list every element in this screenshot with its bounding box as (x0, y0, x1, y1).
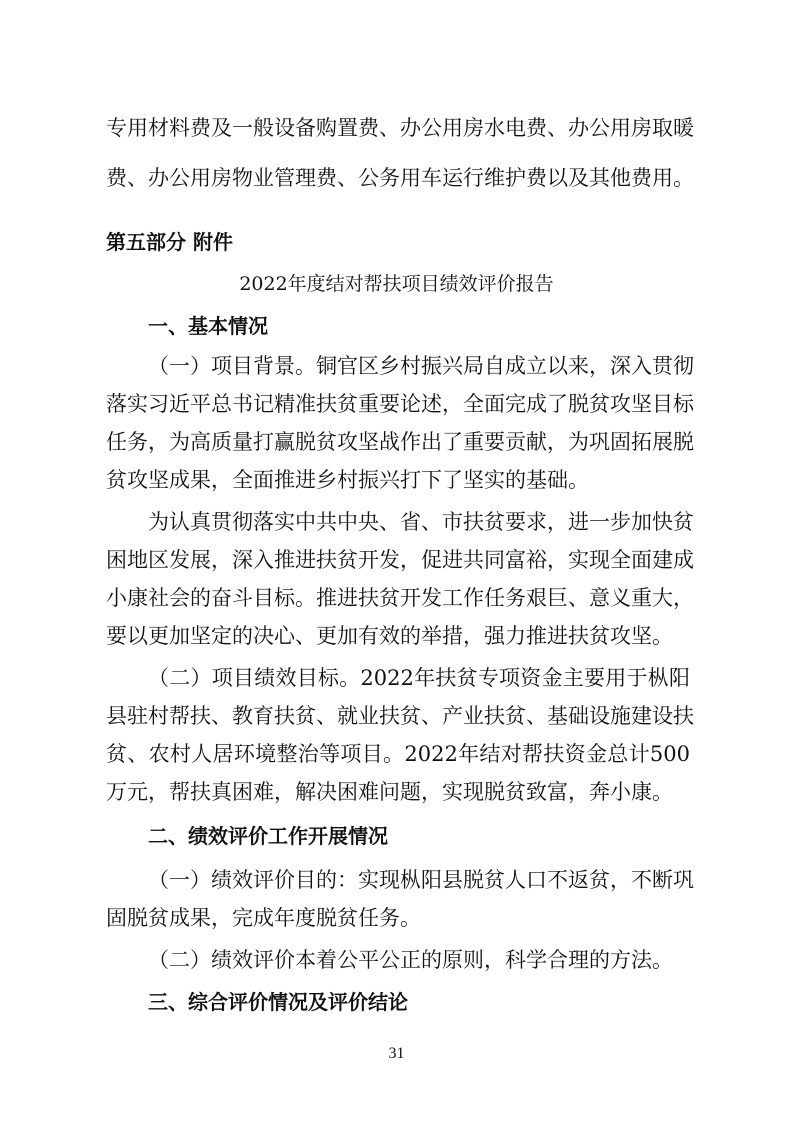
section-2-heading: 二、绩效评价工作开展情况 (148, 824, 388, 848)
report-title: 2022年度结对帮扶项目绩效评价报告 (239, 273, 554, 295)
section-2-p2: （二）绩效评价本着公平公正的原则，科学合理的方法。 (148, 948, 673, 972)
section-1-p1-line-3: 任务，为高质量打赢脱贫攻坚战作出了重要贡献，为巩固拓展脱 (106, 430, 694, 454)
part-five-heading: 第五部分 附件 (106, 230, 233, 254)
section-1-p2-line-4: 要以更加坚定的决心、更加有效的举措，强力推进扶贫攻坚。 (106, 624, 673, 648)
intro-line-1: 专用材料费及一般设备购置费、办公用房水电费、办公用房取暖 (106, 116, 694, 140)
section-1-p3-line-4: 万元，帮扶真困难，解决困难问题，实现脱贫致富，奔小康。 (106, 780, 673, 804)
section-2-p1-line-2: 固脱贫成果，完成年度脱贫任务。 (106, 906, 421, 930)
intro-line-2: 费、办公用房物业管理费、公务用车运行维护费以及其他费用。 (106, 166, 694, 190)
section-1-p1-line-2: 落实习近平总书记精准扶贫重要论述，全面完成了脱贫攻坚目标 (106, 392, 694, 416)
section-1-p3-line-1: （二）项目绩效目标。2022年扶贫专项资金主要用于枞阳 (148, 666, 690, 690)
page-number: 31 (388, 1045, 405, 1062)
section-2-p1-line-1: （一）绩效评价目的：实现枞阳县脱贫人口不返贫，不断巩 (148, 868, 694, 892)
section-1-heading: 一、基本情况 (148, 314, 268, 338)
section-1-p3-line-3: 贫、农村人居环境整治等项目。2022年结对帮扶资金总计500 (106, 742, 690, 766)
section-3-heading: 三、综合评价情况及评价结论 (148, 990, 408, 1014)
section-1-p3-line-2: 县驻村帮扶、教育扶贫、就业扶贫、产业扶贫、基础设施建设扶 (106, 704, 694, 728)
section-1-p1-line-1: （一）项目背景。铜官区乡村振兴局自成立以来，深入贯彻 (148, 354, 694, 378)
section-1-p2-line-1: 为认真贯彻落实中共中央、省、市扶贫要求，进一步加快贫 (148, 510, 694, 534)
section-1-p2-line-2: 困地区发展，深入推进扶贫开发，促进共同富裕，实现全面建成 (106, 548, 694, 572)
section-1-p1-line-4: 贫攻坚成果，全面推进乡村振兴打下了坚实的基础。 (106, 468, 589, 492)
section-1-p2-line-3: 小康社会的奋斗目标。推进扶贫开发工作任务艰巨、意义重大， (106, 586, 694, 610)
